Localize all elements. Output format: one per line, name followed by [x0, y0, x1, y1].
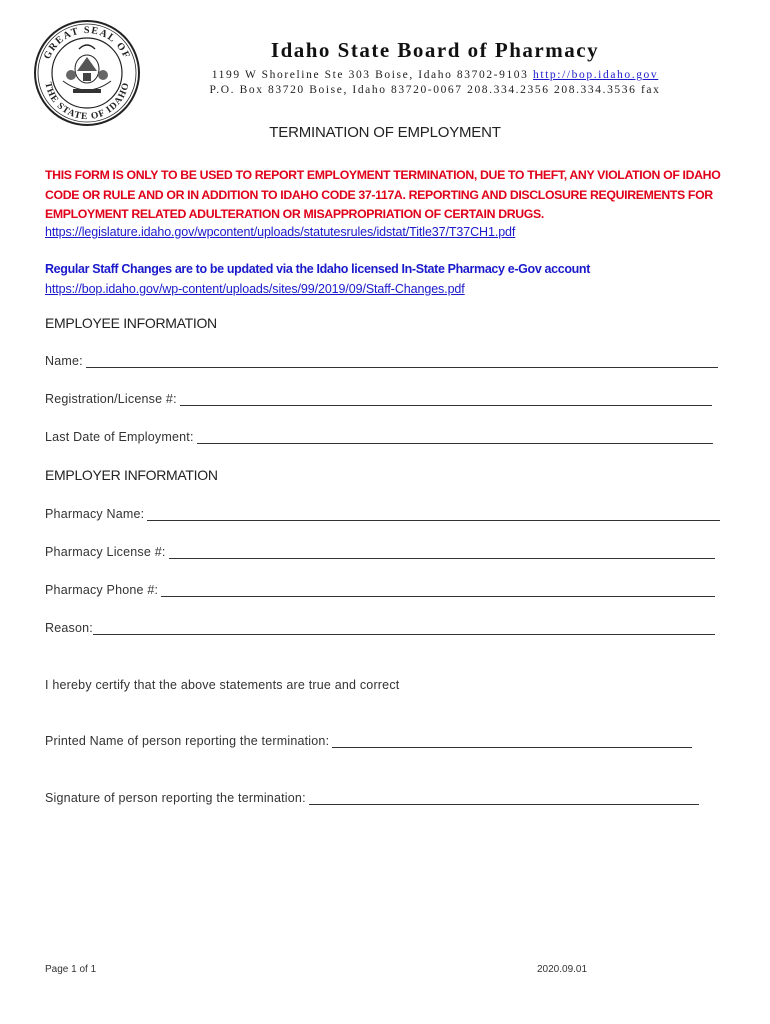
signature-field[interactable] — [45, 791, 699, 805]
pharmacy-name-field[interactable] — [45, 507, 720, 521]
reason-line[interactable] — [93, 622, 715, 635]
staff-changes-note: Regular Staff Changes are to be updated via the Idaho licensed In-State Pharmacy e-Gov account — [45, 262, 591, 276]
po-box-address: P.O. Box 83720 Boise, Idaho 83720-0067 208.334.2356 208.334.3536 fax — [209, 84, 661, 96]
pharmacy-name-label: Pharmacy Name: — [45, 507, 145, 521]
employee-section-heading: EMPLOYEE INFORMATION — [45, 315, 217, 331]
printed-name-label: Printed Name of person reporting the termination: — [45, 734, 330, 748]
board-title: Idaho State Board of Pharmacy — [270, 38, 600, 62]
reason-field[interactable] — [45, 621, 715, 635]
signature-line[interactable] — [309, 792, 699, 805]
pharmacy-phone-line[interactable] — [161, 584, 715, 597]
printed-name-field[interactable] — [45, 734, 692, 748]
svg-text:GREAT SEAL OF: GREAT SEAL OF — [41, 24, 133, 62]
employee-name-field[interactable] — [45, 354, 718, 368]
last-date-field[interactable] — [45, 430, 713, 444]
pharmacy-phone-label: Pharmacy Phone #: — [45, 583, 159, 597]
board-address — [150, 68, 720, 98]
revision-date: 2020.09.01 — [537, 964, 588, 975]
statute-link[interactable]: https://legislature.idaho.gov/wpcontent/uploads/statutesrules/idstat/Title37/T37CH1.pdf — [45, 225, 516, 239]
staff-changes-link[interactable]: https://bop.idaho.gov/wp-content/uploads/sites/99/2019/09/Staff-Changes.pdf — [45, 282, 465, 296]
form-title: TERMINATION OF EMPLOYMENT — [269, 124, 501, 141]
employee-license-field[interactable] — [45, 392, 712, 406]
employee-name-line[interactable] — [86, 355, 718, 368]
signature-label: Signature of person reporting the termination: — [45, 791, 306, 805]
employee-license-line[interactable] — [180, 393, 712, 406]
pharmacy-license-field[interactable] — [45, 545, 715, 559]
employee-name-label: Name: — [45, 354, 83, 368]
employee-license-label: Registration/License #: — [45, 392, 177, 406]
last-date-line[interactable] — [197, 431, 713, 444]
pharmacy-phone-field[interactable] — [45, 583, 715, 597]
printed-name-line[interactable] — [332, 735, 692, 748]
employer-section-heading: EMPLOYER INFORMATION — [45, 467, 218, 483]
pharmacy-license-label: Pharmacy License #: — [45, 545, 166, 559]
usage-warning: THIS FORM IS ONLY TO BE USED TO REPORT EMPLOYMENT TERMINATION, DUE TO THEFT, ANY VIOLATION OF IDAHO CODE OR RULE AND OR IN ADDITION TO IDAHO CODE 37-117A. REPORTING AND DISCLOSURE REQUIREMENTS FOR EMPLOYMENT RELATED ADULTERATION OR MISAPPROPRIATION OF CERTAIN DRUGS. — [45, 168, 721, 221]
street-address: 1199 W Shoreline Ste 303 Boise, Idaho 83702-9103 — [211, 69, 533, 81]
page-number: Page 1 of 1 — [45, 964, 97, 975]
certification-statement: I hereby certify that the above statements are true and correct — [45, 678, 400, 692]
svg-text:THE STATE OF IDAHO: THE STATE OF IDAHO — [42, 81, 132, 123]
idaho-state-seal — [33, 19, 141, 127]
pharmacy-name-line[interactable] — [147, 508, 720, 521]
pharmacy-license-line[interactable] — [169, 546, 715, 559]
last-date-label: Last Date of Employment: — [45, 430, 194, 444]
website-link[interactable]: http://bop.idaho.gov — [532, 69, 659, 81]
reason-label: Reason: — [45, 621, 93, 635]
